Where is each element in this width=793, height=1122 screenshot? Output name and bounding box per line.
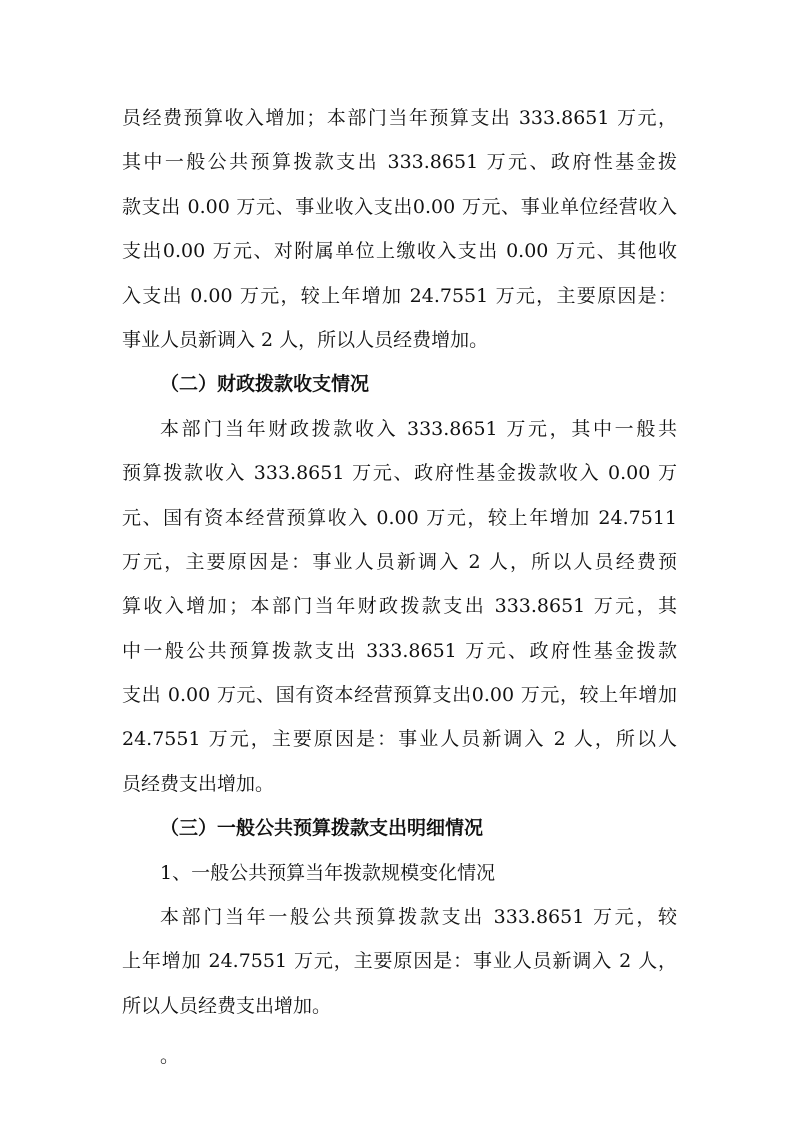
- text-line: 元、国有资本经营预算收入 0.00 万元，较上年增加 24.7511: [122, 506, 677, 529]
- text-line: 其中一般公共预算拨款支出 333.8651 万元、政府性基金拨: [122, 151, 677, 174]
- text-line: 员经费预算收入增加；本部门当年预算支出 333.8651 万元，: [122, 107, 677, 129]
- text-line: 款支出 0.00 万元、事业收入支出0.00 万元、事业单位经营收入: [122, 195, 677, 218]
- text-line: 所以人员经费支出增加。: [122, 994, 332, 1017]
- subsection-heading-1: 1、一般公共预算当年拨款规模变化情况: [160, 861, 496, 884]
- text-line: 支出 0.00 万元、国有资本经营预算支出0.00 万元，较上年增加: [122, 684, 677, 707]
- text-line: 上年增加 24.7551 万元，主要原因是：事业人员新调入 2 人，: [122, 950, 677, 973]
- text-line: 本部门当年财政拨款收入 333.8651 万元，其中一般共: [160, 417, 677, 440]
- text-line: 万元，主要原因是：事业人员新调入 2 人，所以人员经费预: [122, 550, 677, 573]
- document-body: [122, 96, 677, 1079]
- section-heading-2: （二）财政拨款收支情况: [160, 373, 370, 396]
- trailing-mark: 。: [160, 1045, 180, 1068]
- text-line: 入支出 0.00 万元，较上年增加 24.7551 万元，主要原因是：: [122, 284, 677, 307]
- text-line: 本部门当年一般公共预算拨款支出 333.8651 万元，较: [160, 906, 677, 929]
- text-line: 事业人员新调入 2 人，所以人员经费增加。: [122, 328, 489, 351]
- text-line: 员经费支出增加。: [122, 772, 275, 795]
- text-line: 预算拨款收入 333.8651 万元、政府性基金拨款收入 0.00 万: [122, 462, 677, 485]
- section-heading-3: （三）一般公共预算拨款支出明细情况: [160, 817, 484, 840]
- text-line: 24.7551 万元，主要原因是：事业人员新调入 2 人，所以人: [122, 728, 677, 751]
- text-line: 支出0.00 万元、对附属单位上缴收入支出 0.00 万元、其他收: [122, 240, 677, 263]
- text-line: 算收入增加；本部门当年财政拨款支出 333.8651 万元，其: [122, 595, 677, 618]
- text-line: 中一般公共预算拨款支出 333.8651 万元、政府性基金拨款: [122, 639, 677, 662]
